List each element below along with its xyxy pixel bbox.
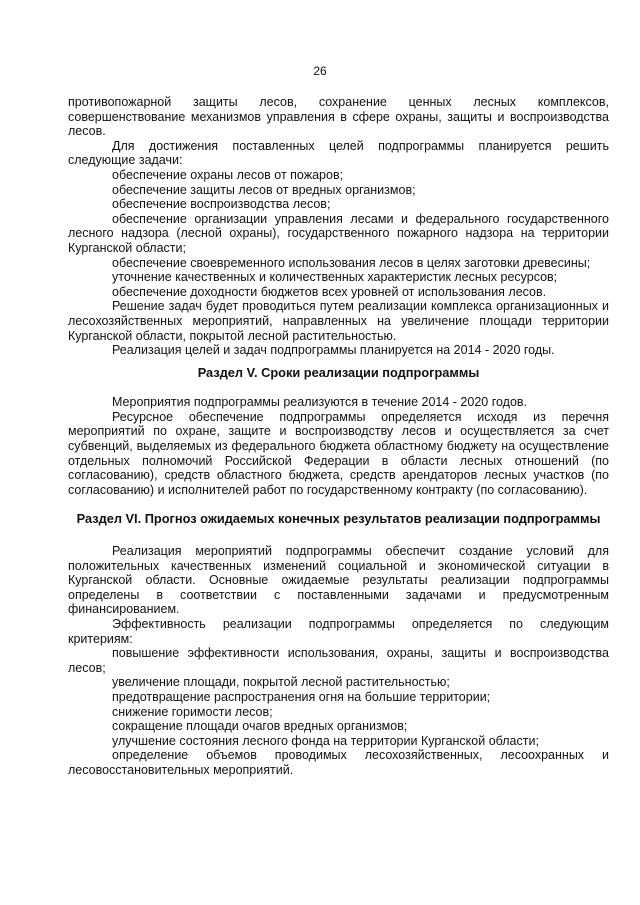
criteria-item: увеличение площади, покрытой лесной растительностью; [112,675,450,690]
section-5-heading: Раздел V. Сроки реализации подпрограммы [197,364,480,380]
task-item: обеспечение доходности бюджетов всех уровней от использования лесов. [112,284,547,299]
task-item: обеспечение своевременного использования лесов в целях заготовки древесины; [112,255,591,270]
intro-paragraph: Для достижения поставленных целей подпрограммы планируется решить следующие задачи: [68,138,609,168]
page-number: 26 [313,64,327,78]
criteria-item: определение объемов проводимых лесохозяйственных, лесоохранных и лесовосстановительных мероприятий. [68,748,609,777]
criteria-item: сокращение площади очагов вредных организмов; [112,719,408,734]
criteria-item: повышение эффективности использования, охраны, защиты и воспроизводства лесов; [68,646,609,675]
task-item: обеспечение организации управления лесами и федерального государственного лесного надзора (лесной охраны), государственного пожарного надзора на территории Курганской области; [68,211,609,255]
task-item: обеспечение защиты лесов от вредных организмов; [112,182,416,197]
body-paragraph: Решение задач будет проводиться путем реализации комплекса организационных и лесохозяйственных мероприятий, направленных на увеличение площади территории Курганской области, покрытой лесной растительностью. [68,299,609,343]
criteria-item: предотвращение распространения огня на большие территории; [112,689,491,704]
task-item: обеспечение охраны лесов от пожаров; [112,167,344,182]
task-item: обеспечение воспроизводства лесов; [112,197,331,212]
criteria-list [68,646,609,777]
section-6-paragraph: Эффективность реализации подпрограммы определяется по следующим критериям: [68,617,609,646]
section-5-paragraph: Мероприятия подпрограммы реализуются в течение 2014 - 2020 годов. [112,395,528,410]
body-paragraph: Реализация целей и задач подпрограммы планируется на 2014 - 2020 годы. [112,343,555,358]
criteria-item: снижение горимости лесов; [112,704,273,719]
task-item: уточнение качественных и количественных характеристик лесных ресурсов; [112,270,558,285]
criteria-item: улучшение состояния лесного фонда на территории Курганской области; [112,733,539,748]
section-6-heading: Раздел VI. Прогноз ожидаемых конечных результатов реализации подпрограммы [76,511,601,527]
tasks-list [68,168,609,299]
section-5-paragraph: Ресурсное обеспечение подпрограммы определяется исходя из перечня мероприятий по охране, защите и воспроизводству лесов и осуществляется за счет субвенций, выделяемых из федерального бюджета областному бюджету на осуществление отдельных полномочий Российской Федерации в области лесных отношений (по согласованию), средств областного бюджета, средств арендаторов лесных участков (по согласованию) и исполнителей работ по государственному контракту (по согласованию). [68,409,609,497]
page-body [68,95,609,778]
intro-paragraph: противопожарной защиты лесов, сохранение ценных лесных комплексов, совершенствование механизмов управления в сфере охраны, защиты и воспроизводства лесов. [68,95,609,139]
section-6-paragraph: Реализация мероприятий подпрограммы обеспечит создание условий для положительных качественных изменений социальной и экономической ситуации в Курганской области. Основные ожидаемые результаты реализации подпрограммы определены в соответствии с поставленными задачами и предусмотренным финансированием. [68,544,609,617]
